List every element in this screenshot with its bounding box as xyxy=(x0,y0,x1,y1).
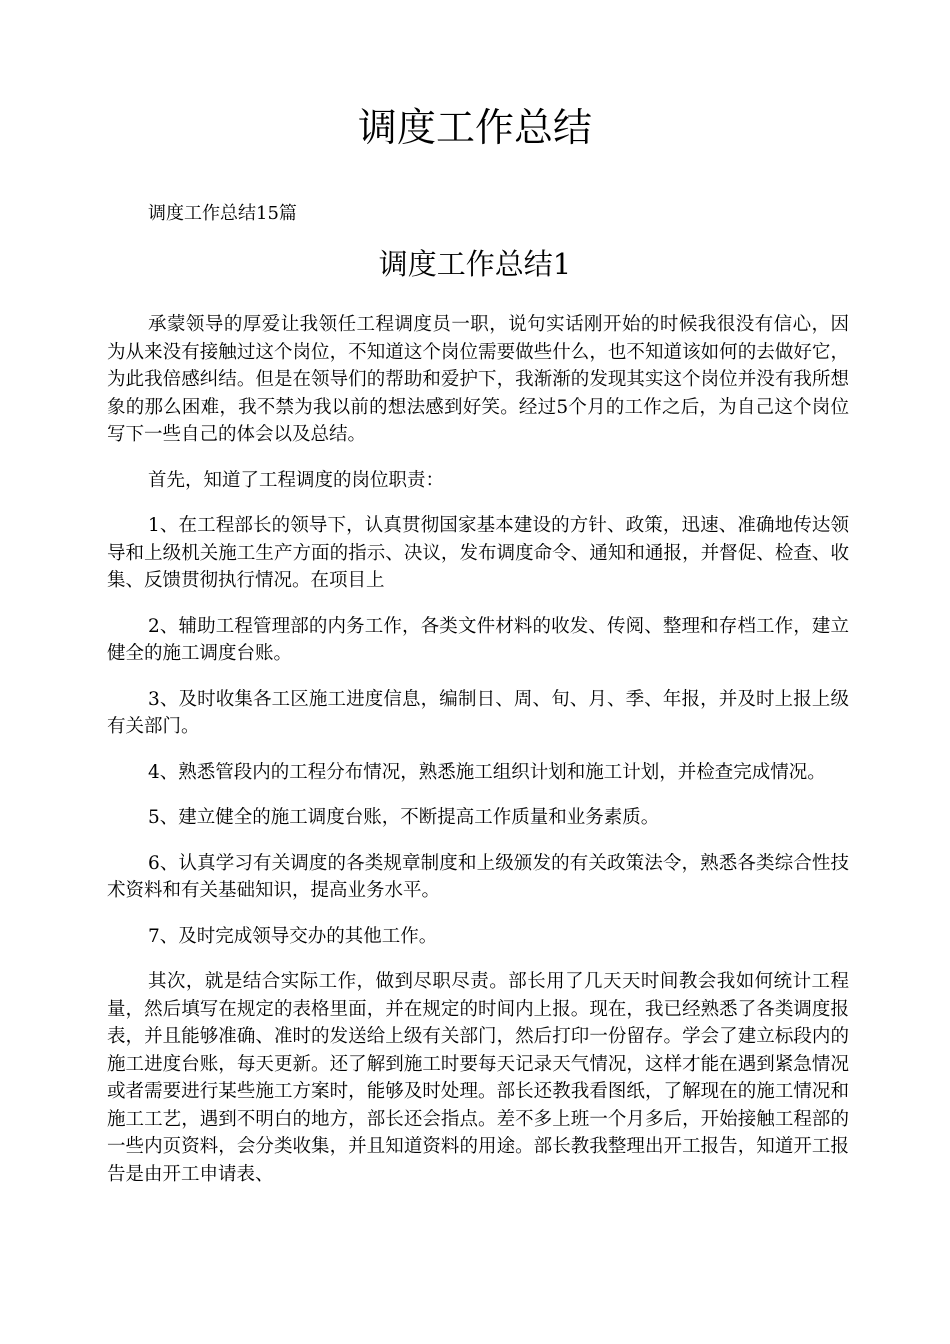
paragraph-duty-3: 3、及时收集各工区施工进度信息，编制日、周、旬、月、季、年报，并及时上报上级有关部门。 xyxy=(107,688,849,737)
paragraph-duty-6: 6、认真学习有关调度的各类规章制度和上级颁发的有关政策法令，熟悉各类综合性技术资料和有关基础知识，提高业务水平。 xyxy=(107,852,849,901)
paragraph-duty-4: 4、熟悉管段内的工程分布情况，熟悉施工组织计划和施工计划，并检查完成情况。 xyxy=(148,761,826,783)
document-subtitle: 调度工作总结15篇 xyxy=(148,203,297,224)
paragraph-duty-1: 1、在工程部长的领导下，认真贯彻国家基本建设的方针、政策，迅速、准确地传达领导和上级机关施工生产方面的指示、决议，发布调度命令、通知和通报，并督促、检查、收集、反馈贯彻执行情况。在项目上 xyxy=(107,515,849,591)
paragraph-duties-heading: 首先，知道了工程调度的岗位职责： xyxy=(148,469,445,491)
paragraph-intro: 承蒙领导的厚爱让我领任工程调度员一职，说句实话刚开始的时候我很没有信心，因为从来没有接触过这个岗位，不知道这个岗位需要做些什么，也不知道该如何的去做好它，为此我倍感纠结。但是在领导们的帮助和爱护下，我渐渐的发现其实这个岗位并没有我所想象的那么困难，我不禁为我以前的想法感到好笑。经过5个月的工作之后，为自己这个岗位写下一些自己的体会以及总结。 xyxy=(107,314,849,445)
document-title: 调度工作总结 xyxy=(357,106,592,151)
paragraph-second: 其次，就是结合实际工作，做到尽职尽责。部长用了几天天时间教会我如何统计工程量，然后填写在规定的表格里面，并在规定的时间内上报。现在，我已经熟悉了各类调度报表，并且能够准确、准时的发送给上级有关部门，然后打印一份留存。学会了建立标段内的施工进度台账，每天更新。还了解到施工时要每天记录天气情况，这样才能在遇到紧急情况或者需要进行某些施工方案时，能够及时处理。部长还教我看图纸，了解现在的施工情况和施工工艺，遇到不明白的地方，部长还会指点。差不多上班一个月多后，开始接触工程部的一些内页资料，会分类收集，并且知道资料的用途。部长教我整理出开工报告，知道开工报告是由开工申请表、 xyxy=(107,971,849,1185)
section-title: 调度工作总结1 xyxy=(378,247,572,281)
document-body xyxy=(107,311,849,1206)
paragraph-duty-7: 7、及时完成领导交办的其他工作。 xyxy=(148,925,438,947)
paragraph-duty-5: 5、建立健全的施工调度台账，不断提高工作质量和业务素质。 xyxy=(148,807,660,828)
paragraph-duty-2: 2、辅助工程管理部的内务工作，各类文件材料的收发、传阅、整理和存档工作，建立健全的施工调度台账。 xyxy=(107,615,849,664)
